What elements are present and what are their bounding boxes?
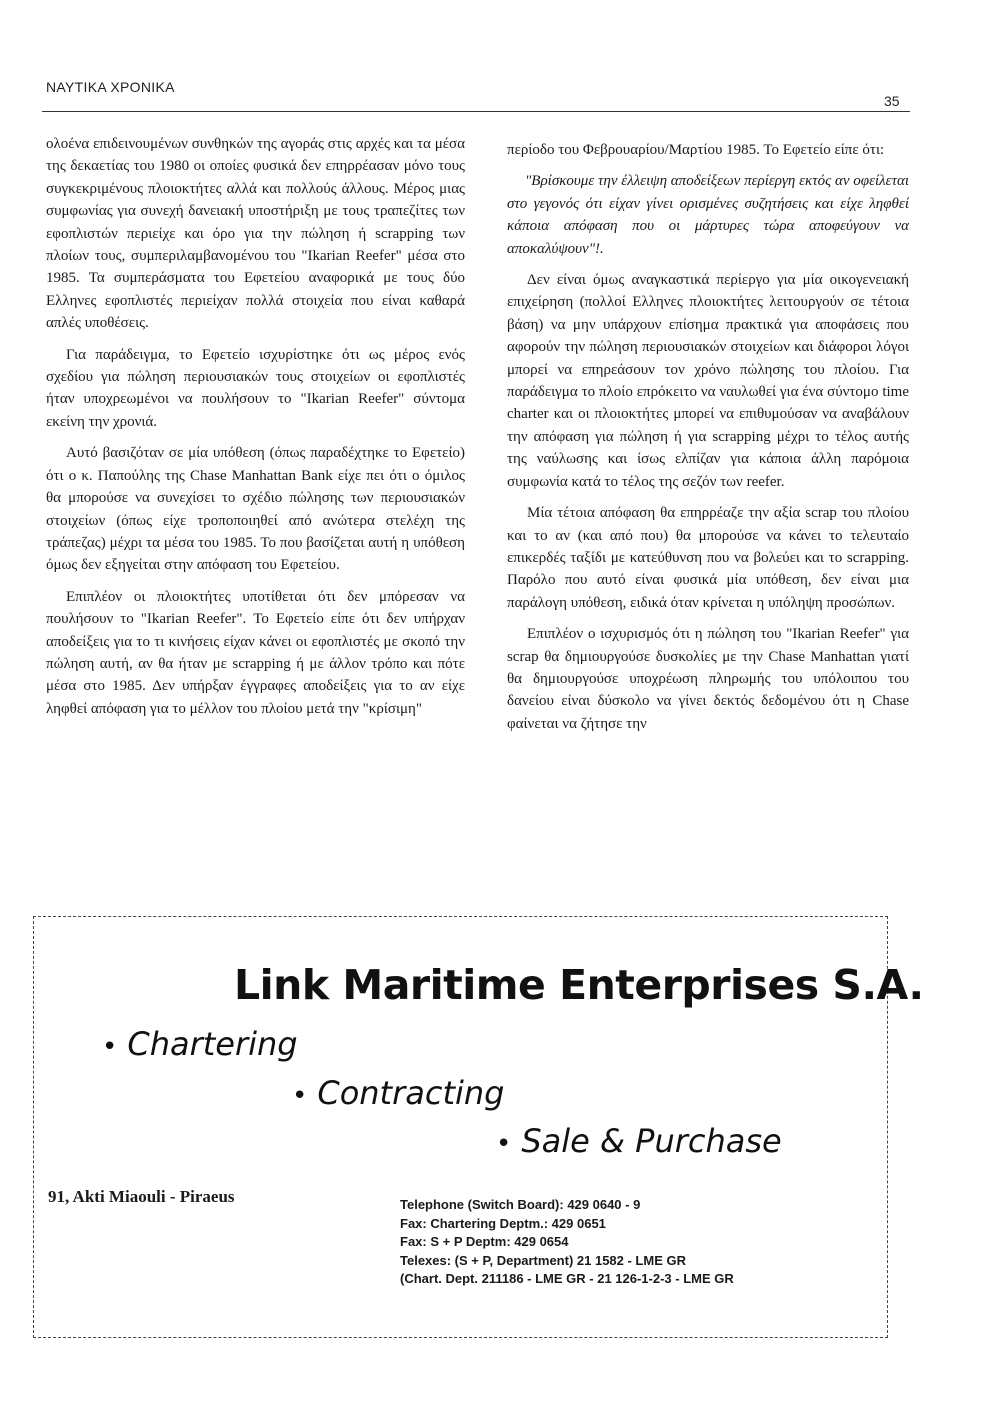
paragraph: Αυτό βασιζόταν σε μία υπόθεση (όπως παραδέχτηκε το Εφετείο) ότι ο κ. Παπούλης της Chase Manhattan Bank είχε πει ότι ο όμιλος θα μπορούσε να συνεχίσει το σχέδιο πώλησης των περιουσιακών στοιχείων (όπως είχε τροποποιηθεί από ανώτερα στελέχη της τράπεζας) μέχρι τα μέσα του 1985. Το που βασίζεται αυτή η υπόθεση όμως δεν εξηγείται στην απόφαση του Εφετείου.	[46, 445, 465, 574]
advertisement-box	[33, 916, 924, 1338]
ad-service-label: Sale & Purchase	[521, 1122, 782, 1160]
ad-address: 91, Akti Miaouli - Piraeus	[48, 1187, 235, 1206]
ad-contact-line: Fax: S + P Deptm: 429 0654	[400, 1234, 569, 1249]
ad-company-name: Link Maritime Enterprises S.A.	[234, 961, 924, 1009]
ad-contact-line: Telephone (Switch Board): 429 0640 - 9	[400, 1197, 641, 1212]
paragraph: Μία τέτοια απόφαση θα επηρρέαζε την αξία scrap του πλοίου και το αν (και από που) θα μπορούσε να κάνει το τελευταίο επικερδές ταξίδι με κατεύθυνση που να βολεύει και το scrapping. Παρόλο που αυτό είναι φυσικά μία υπόθεση, δεν είναι μια παράλογη υπόθεση, ειδικά όταν κρίνεται η υπόληψη προσώπων.	[507, 505, 909, 611]
paragraph: περίοδο του Φεβρουαρίου/Μαρτίου 1985. Το Εφετείο είπε ότι:	[507, 142, 885, 158]
paragraph: Δεν είναι όμως αναγκαστικά περίεργο για μία οικογενειακή επιχείρηση (πολλοί Ελληνες πλοιοκτήτες λειτουργούν σε τέτοια βάση) να μην υπάρχουν επίσημα πρακτικά για αποφάσεις που αφορούν την πώληση περιουσιακών στοιχείων και διάφοροι λόγοι μπορεί να επηρεάσουν τον χρόνο πώλησης του πλοίου. Για παράδειγμα το πλοίο επρόκειτο να ναυλωθεί για ένα σύντομο time charter και οι πλοιοκτήτες μπορεί να επιθυμούσαν να αναβάλουν την απόφαση για πώληση ή για scrapping μέχρι το τέλος αυτής της ναύλωσης και ίσως ελπίζαν για κάποια άλλη παρόμοια συμφωνία κατά το τέλος της σεζόν των reefer.	[507, 272, 909, 490]
page-number: 35	[884, 93, 900, 109]
ad-service-contracting	[292, 1074, 504, 1112]
ad-service-label: Contracting	[317, 1074, 505, 1112]
court-quote: "Βρίσκουμε την έλλειψη αποδείξεων περίεργη εκτός αν οφείλεται στο γεγονός ότι είχαν γίνει ορισμένες συζητήσεις και είχε ληφθεί κάποια απόφαση που οι μάρτυρες τώρα αποφεύγουν να αποκαλύψουν"!.	[507, 173, 909, 257]
ad-service-chartering	[102, 1025, 298, 1063]
article-left-column	[46, 133, 465, 729]
paragraph: ολοένα επιδεινουμένων συνθηκών της αγοράς στις αρχές και τα μέσα της δεκαετίας του 1980 οι οποίες φυσικά δεν επηρρέασαν μόνο τους συγκεκριμένους πλοιοκτήτες αλλά και πολλούς άλλους. Μέρος μιας συμφωνίας για συνεχή δανειακή υποστήριξη με τους τραπεζίτες των εφοπλιστών περιείχε και όρο για την πώληση ή scrapping των πλοίων τους, συμπεριλαμβανομένου του "Ikarian Reefer" μέσα στο 1985. Τα συμπεράσματα του Εφετείου αναφορικά με τους δύο Ελληνες εφοπλιστές περιείχαν πολλά στοιχεία που είναι καθαρά απλές υποθέσεις.	[46, 136, 465, 332]
bullet-icon: •	[292, 1081, 308, 1111]
paragraph: Επιπλέον ο ισχυρισμός ότι η πώληση του "Ikarian Reefer" για scrap θα δημιουργούσε δυσκολίες με την Chase Manhattan γιατί θα δημιουργούσε υποχρέωση πληρωμής του υπόλοιπου του δανείου είναι δύσκολο να γίνει δεκτός δεδομένου ότι η Chase φαίνεται να ζήτησε την	[507, 626, 909, 732]
bullet-icon: •	[496, 1129, 512, 1159]
bullet-icon: •	[102, 1032, 118, 1062]
paragraph: Για παράδειγμα, το Εφετείο ισχυρίστηκε ότι ως μέρος ενός σχεδίου για πώληση περιουσιακών τους στοιχείων οι εφοπλιστές ήταν υποχρεωμένοι να πουλήσουν το "Ikarian Reefer" σύντομα εκείνη την χρονιά.	[46, 346, 465, 430]
ad-contact-line: (Chart. Dept. 211186 - LME GR - 21 126-1-2-3 - LME GR	[400, 1271, 734, 1286]
running-head: ΝΑΥΤΙΚΑ ΧΡΟΝΙΚΑ	[46, 79, 175, 95]
ad-service-label: Chartering	[127, 1025, 298, 1063]
ad-contact-line: Fax: Chartering Deptm.: 429 0651	[400, 1215, 606, 1231]
ad-service-sale-purchase	[496, 1122, 782, 1160]
ad-contact-line: Telexes: (S + P, Department) 21 1582 - LME GR	[400, 1252, 686, 1268]
ad-contact-list	[400, 1196, 734, 1289]
article-right-column	[507, 139, 909, 744]
header-rule	[42, 111, 910, 112]
paragraph: Επιπλέον οι πλοιοκτήτες υποτίθεται ότι δεν μπόρεσαν να πουλήσουν το "Ikarian Reefer". Το Εφετείο είπε ότι δεν υπήρχαν αποδείξεις για το τι κινήσεις είχαν κάνει οι εφοπλιστές με σκοπό την πώληση αυτή, αν θα ήταν με scrapping ή με άλλον τρόπο και πότε μέσα στο 1985. Δεν υπήρξαν έγγραφες αποδείξεις για το αν είχε ληφθεί απόφαση για το μέλλον του πλοίου μετά την "κρίσιμη"	[46, 588, 465, 717]
